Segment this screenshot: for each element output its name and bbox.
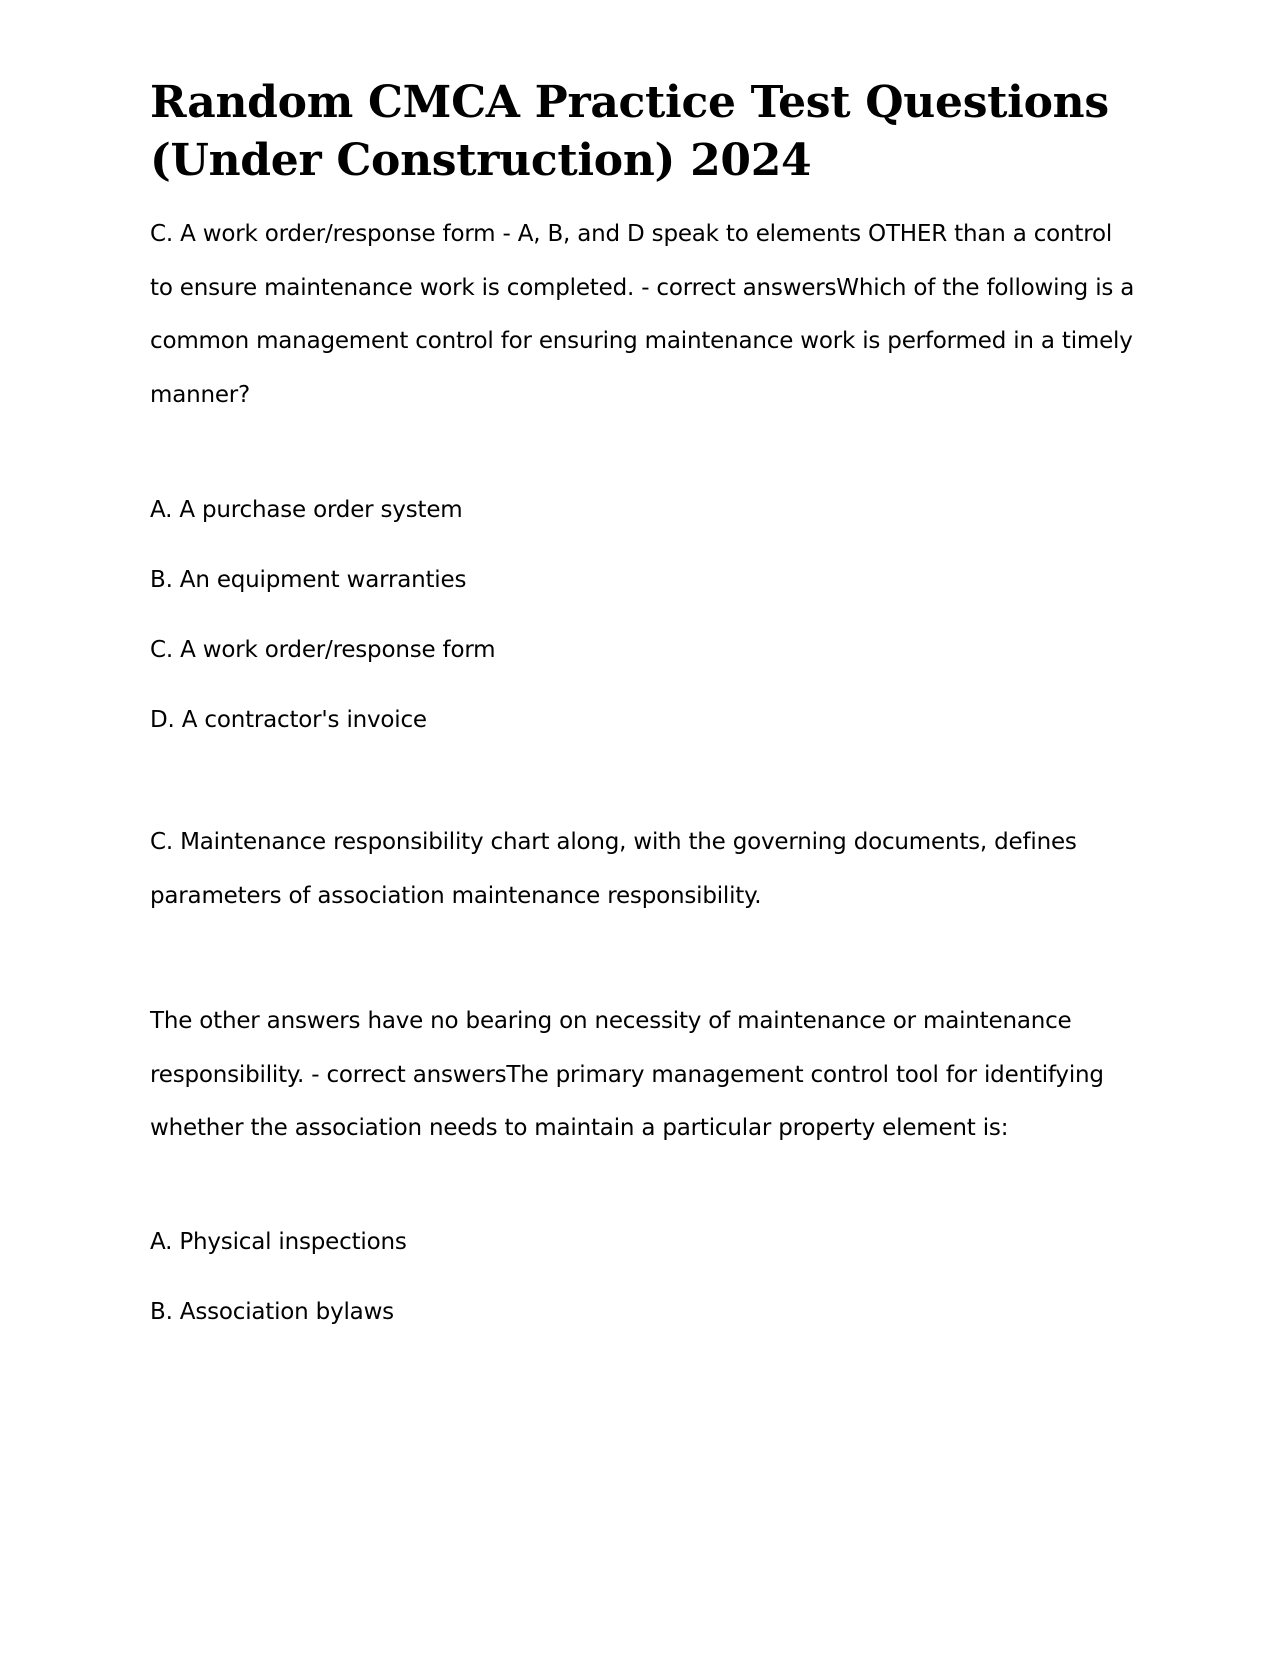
- spacer: [150, 1156, 1140, 1226]
- question-2-explanation: C. Maintenance responsibility chart along, with the governing documents, defines parameters of association maintenance responsibility.: [150, 829, 1077, 909]
- question-1-text: C. A work order/response form - A, B, and D speak to elements OTHER than a control to ensure maintenance work is completed. - correct answersWhich of the following is a common management control for ensuring maintenance work is performed in a timely manner?: [150, 221, 1135, 408]
- question-1-option-a: A. A purchase order system: [150, 497, 463, 523]
- spacer: [150, 923, 1140, 995]
- question-1-options: [150, 494, 1140, 736]
- spacer: [150, 774, 1140, 816]
- question-2-text: The other answers have no bearing on necessity of maintenance or maintenance responsibility. - correct answersThe primary management control tool for identifying whether the association needs to maintain a particular property element is:: [150, 1008, 1104, 1141]
- question-1-option-d: D. A contractor's invoice: [150, 707, 427, 733]
- question-2-option-b: B. Association bylaws: [150, 1298, 394, 1325]
- spacer: [150, 422, 1140, 494]
- document-title: Random CMCA Practice Test Questions (Under Construction) 2024: [150, 77, 1109, 186]
- question-2-options: [150, 1226, 1140, 1328]
- question-1-option-b: B. An equipment warranties: [150, 567, 467, 593]
- document-page: [150, 74, 1140, 1366]
- question-2-option-a: A. Physical inspections: [150, 1228, 407, 1255]
- question-1-option-c: C. A work order/response form: [150, 637, 496, 663]
